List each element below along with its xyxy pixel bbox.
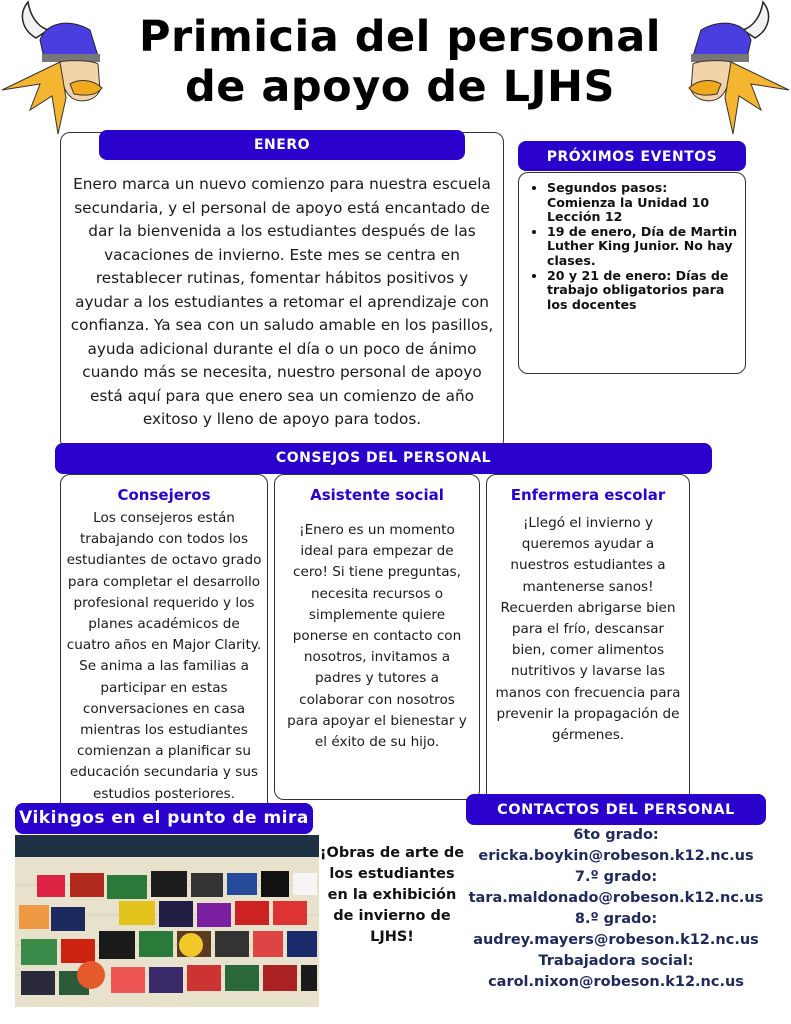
title-line-2: de apoyo de LJHS bbox=[184, 62, 616, 112]
spotlight-photo bbox=[15, 835, 319, 1007]
event-item: • 20 y 21 de enero: Días de trabajo obligatorios para los docentes bbox=[547, 269, 739, 313]
contact-email[interactable]: audrey.mayers@robeson.k12.nc.us bbox=[473, 932, 759, 948]
contact-email[interactable]: tara.maldonado@robeson.k12.nc.us bbox=[468, 890, 764, 906]
contact-label: 8.º grado: bbox=[574, 911, 658, 927]
enero-heading: ENERO bbox=[99, 130, 465, 160]
contact-label: 7.º grado: bbox=[574, 869, 658, 885]
events-list bbox=[518, 172, 746, 374]
social-worker-title: Asistente social bbox=[310, 486, 444, 504]
spotlight-caption: ¡Obras de arte de los estudiantes en la exhibición de invierno de LJHS! bbox=[319, 845, 465, 945]
viking-logo-right bbox=[681, 0, 791, 135]
social-worker-body: ¡Enero es un momento ideal para empezar de cero! Si tiene preguntas, necesita recursos o simplemente quiere ponerse en contacto con nosotros, invitamos a padres y tutores a colaborar con nosotros para apoyar el bienestar y el éxito de su hijo. bbox=[287, 522, 467, 751]
contact-label: 6to grado: bbox=[573, 827, 659, 843]
event-item: • 19 de enero, Día de Martin Luther King Junior. No hay clases. bbox=[547, 225, 739, 269]
art-display-photo bbox=[15, 835, 319, 1007]
page-title bbox=[110, 12, 690, 112]
nurse-title: Enfermera escolar bbox=[510, 486, 666, 504]
spotlight-heading: Vikingos en el punto de mira bbox=[15, 803, 313, 834]
viking-head-icon bbox=[0, 0, 110, 135]
contact-email[interactable]: ericka.boykin@robeson.k12.nc.us bbox=[478, 848, 754, 864]
nurse-body: ¡Llegó el invierno y queremos ayudar a nuestros estudiantes a mantenerse sanos! Recuerden abrigarse bien para el frío, descansar bien, comer alimentos nutritivos y lavarse las manos con frecuencia para prevenir la propagación de gérmenes. bbox=[495, 515, 681, 744]
contact-email[interactable]: carol.nixon@robeson.k12.nc.us bbox=[488, 974, 744, 990]
events-heading: PRÓXIMOS EVENTOS bbox=[518, 141, 746, 171]
event-item: • Segundos pasos: Comienza la Unidad 10 Lección 12 bbox=[547, 181, 739, 225]
tips-heading: CONSEJOS DEL PERSONAL bbox=[55, 443, 712, 474]
counselors-body: Los consejeros están trabajando con todos los estudiantes de octavo grado para completar el desarrollo profesional requerido y los planes académicos de cuatro años en Major Clarity. Se anima a las familias a participar en estas conversaciones en casa mientras los estudiantes comienzan a planificar su educación secundaria y sus estudios posteriores. bbox=[66, 510, 262, 802]
viking-logo-left bbox=[0, 0, 110, 135]
contacts-list bbox=[466, 825, 766, 993]
title-line-1: Primicia del personal bbox=[138, 12, 662, 62]
contact-label: Trabajadora social: bbox=[538, 953, 694, 969]
viking-head-icon bbox=[681, 0, 791, 135]
counselors-title: Consejeros bbox=[117, 486, 211, 504]
contacts-heading: CONTACTOS DEL PERSONAL bbox=[466, 794, 766, 825]
enero-body: Enero marca un nuevo comienzo para nuestra escuela secundaria, y el personal de apoyo está encantado de dar la bienvenida a los estudiantes después de las vacaciones de invierno. Este mes se centra en restablecer rutinas, fomentar hábitos positivos y ayudar a los estudiantes a retomar el aprendizaje con confianza. Ya sea con un saludo amable en los pasillos, ayuda adicional durante el día o un poco de ánimo cuando más se necesita, nuestro personal de apoyo está aquí para que enero sea un comienzo de año exitoso y lleno de apoyo para todos. bbox=[70, 175, 494, 428]
